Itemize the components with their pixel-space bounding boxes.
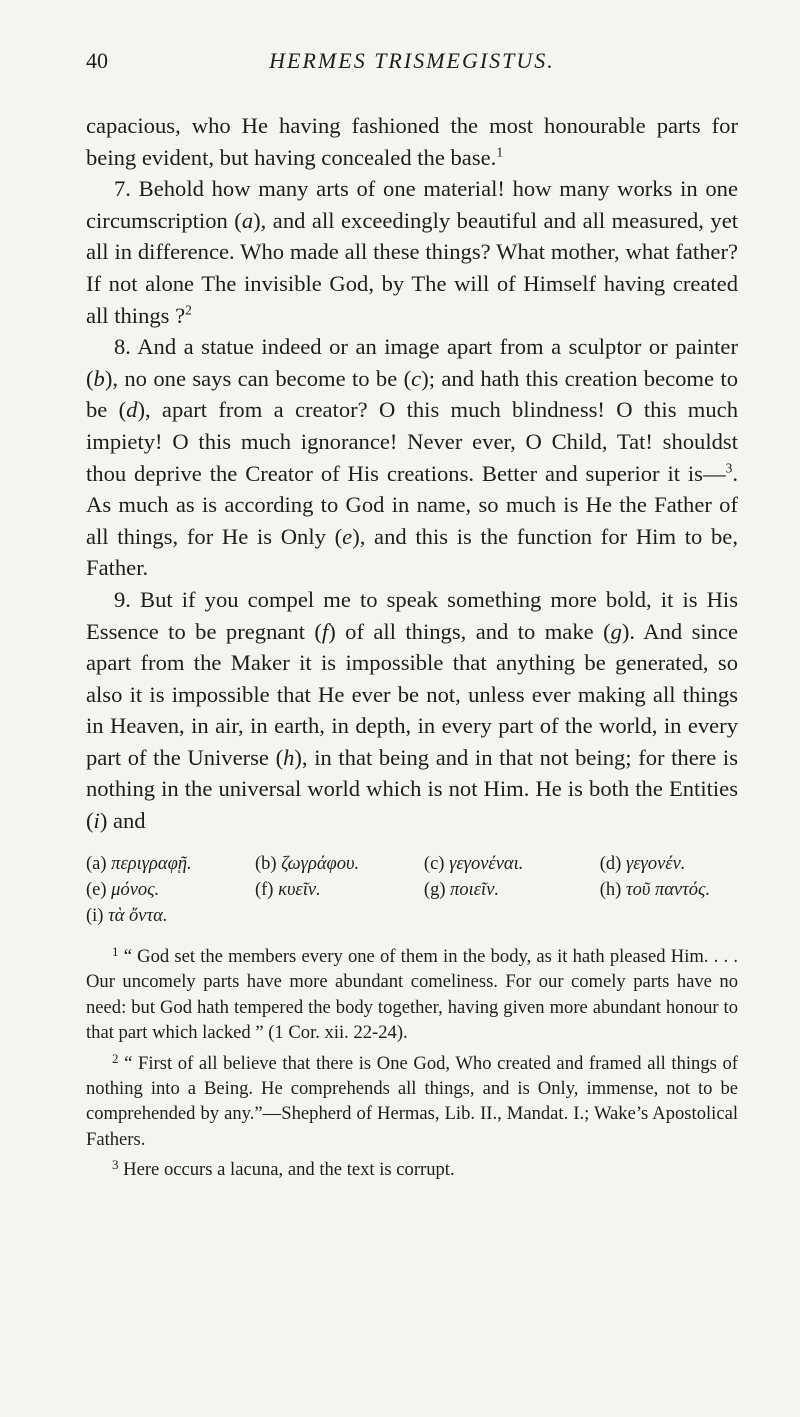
note-letter: f bbox=[321, 618, 329, 644]
footnote bbox=[86, 939, 738, 1046]
footnote-ref: 1 bbox=[496, 144, 504, 160]
greek-note-word: τοῦ παντός. bbox=[625, 879, 711, 900]
note-letter: e bbox=[342, 523, 353, 549]
greek-note-key: (a) bbox=[86, 853, 107, 874]
footnote-mark: 3 bbox=[112, 1157, 119, 1173]
greek-note-word: περιγραφῇ. bbox=[111, 853, 192, 874]
footnote-text: “ God set the members every one of them in the body, as it hath pleased Him. . . . Our uncomely parts have more abundant comeliness. For our comely parts have no need: but God hath tempered the body together, having given more abundant honour to that part which lacked ” (1 Cor. xii. 22-24). bbox=[86, 945, 738, 1043]
footnote-text: “ First of all believe that there is One God, Who created and framed all things of nothing into a Being. He comprehends all things, and is Only, immense, not to be comprehended by any.”—Shepherd of Hermas, Lib. II., Mandat. I.; Wake’s Apostolical Fathers. bbox=[86, 1052, 738, 1150]
text-run: ), no one says can become to be ( bbox=[104, 365, 412, 391]
text-run: ), apart from a creator? O this much blindness! O this much impiety! O this much ignorance! Never ever, O Child, Tat! shouldst thou deprive the Creator of His creations. Better and superior it is— bbox=[86, 397, 738, 486]
footnote-mark: 2 bbox=[112, 1050, 119, 1066]
note-letter: h bbox=[283, 744, 295, 770]
greek-note bbox=[424, 877, 590, 903]
paragraph bbox=[86, 331, 738, 584]
text-run: ) of all things, and to make ( bbox=[328, 618, 611, 644]
paragraph bbox=[86, 110, 738, 173]
greek-note-key: (c) bbox=[423, 853, 445, 874]
text-run: ), in that being and in that not being; for there is nothing in the universal world which is not Him. He is both the Entities ( bbox=[86, 744, 738, 834]
paragraph bbox=[86, 584, 738, 837]
text-run: ), and this is the function for Him to be, Father. bbox=[86, 523, 738, 581]
greek-note-key: (i) bbox=[86, 905, 104, 926]
page-number: 40 bbox=[86, 48, 108, 73]
text-run: 8. And a statue indeed or an image apart from a sculptor or painter ( bbox=[86, 334, 738, 391]
greek-note-key: (f) bbox=[254, 879, 274, 900]
note-letter: g bbox=[610, 618, 622, 644]
text-run: ). And since apart from the Maker it is impossible that anything be generated, so also it is impossible that He ever be not, unless ever making all things in Heaven, in air, in earth, in depth, in every part of the world, in every part of the Universe ( bbox=[86, 618, 739, 770]
greek-note-word: γεγονέν. bbox=[625, 853, 686, 874]
text-run: 9. But if you compel me to speak something more bold, it is His Essence to be pregnant ( bbox=[86, 586, 738, 644]
greek-note-word: κυεῖν. bbox=[278, 879, 321, 900]
running-head bbox=[86, 48, 738, 88]
greek-note bbox=[600, 851, 738, 877]
text-run: 7. Behold how many arts of one material! how many works in one circumscription ( bbox=[86, 176, 738, 233]
text-run: capacious, who He having fashioned the most honourable parts for being evident, but having concealed the base. bbox=[86, 113, 738, 170]
paragraph bbox=[86, 173, 738, 331]
note-letter: i bbox=[93, 808, 100, 834]
greek-glossary bbox=[86, 851, 738, 929]
text-run: ), and all exceedingly beautiful and all measured, yet all in difference. Who made all these things? What mother, what father? If not alone The invisible God, by The will of Himself having created all things ? bbox=[86, 207, 739, 328]
greek-note-key: (d) bbox=[599, 853, 622, 874]
greek-note bbox=[86, 877, 245, 903]
footnote-mark: 1 bbox=[112, 943, 119, 959]
greek-note-word: ποιεῖν. bbox=[450, 879, 500, 900]
footnote-ref: 2 bbox=[185, 302, 192, 318]
greek-note bbox=[86, 903, 245, 929]
greek-note-key: (g) bbox=[423, 879, 446, 900]
greek-note-word: μόνος. bbox=[111, 879, 160, 900]
greek-note bbox=[255, 877, 414, 903]
text-run: . As much as is according to God in name, so much is He the Father of all things, for He is Only ( bbox=[86, 460, 738, 549]
footnote bbox=[86, 1046, 738, 1153]
greek-note bbox=[600, 877, 738, 903]
greek-note bbox=[86, 851, 245, 877]
note-letter: d bbox=[126, 397, 138, 423]
text-run: ) and bbox=[99, 808, 146, 834]
greek-note-word: γεγονέναι. bbox=[449, 853, 524, 874]
footnote-ref: 3 bbox=[725, 460, 733, 475]
body-text bbox=[86, 110, 738, 837]
footnote-text: Here occurs a lacuna, and the text is corrupt. bbox=[123, 1159, 455, 1181]
running-title: HERMES TRISMEGISTUS. bbox=[269, 48, 555, 73]
greek-note-key: (h) bbox=[599, 879, 622, 900]
greek-note-key: (e) bbox=[86, 879, 107, 900]
greek-note-word: τὰ ὄντα. bbox=[108, 905, 168, 926]
greek-note bbox=[424, 851, 590, 877]
text-run: ); and hath this creation become to be ( bbox=[86, 365, 738, 423]
footnotes bbox=[86, 939, 738, 1183]
note-letter: a bbox=[241, 207, 254, 233]
greek-note-key: (b) bbox=[254, 853, 277, 874]
greek-note-word: ζωγράφου. bbox=[281, 853, 360, 874]
footnote bbox=[86, 1152, 738, 1182]
note-letter: b bbox=[93, 365, 105, 391]
note-letter: c bbox=[411, 365, 422, 391]
greek-note bbox=[255, 851, 414, 877]
